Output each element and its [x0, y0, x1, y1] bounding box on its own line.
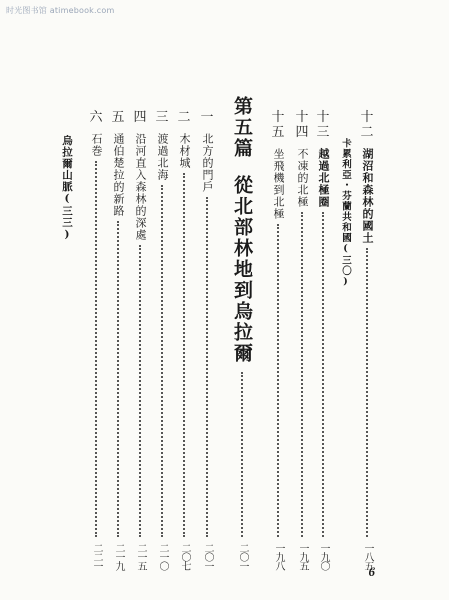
- entry-number: 十三: [316, 110, 330, 140]
- dot-leader: [366, 248, 368, 537]
- entry-page: 二〇一: [202, 543, 213, 570]
- entry-title: 越過北極圈: [317, 148, 330, 208]
- entry-number: 五: [111, 110, 125, 125]
- entry-page: 二〇七: [179, 543, 190, 570]
- entry-number: 一: [200, 110, 214, 125]
- entry-title: 坐飛機到北極: [272, 148, 285, 220]
- entry-title: 不凍的北極: [296, 148, 309, 208]
- toc-entry-12[interactable]: [355, 110, 379, 570]
- toc-entry-14[interactable]: [290, 110, 314, 570]
- entry-title: 湖沼和森林的國土: [361, 148, 374, 244]
- toc-entry-15[interactable]: [266, 110, 290, 570]
- toc-entry-4[interactable]: [128, 110, 152, 570]
- entry-title: 石巻: [90, 133, 103, 157]
- part-title: 從北部林地到烏拉爾: [231, 175, 253, 364]
- entry-title: 卡累利亞・芬蘭共和國(三〇): [340, 138, 351, 288]
- entry-title: 沿河直入森林的深處: [134, 133, 147, 241]
- entry-page: 二一〇: [157, 543, 168, 570]
- entry-number: 二: [177, 110, 191, 125]
- toc-entry-6[interactable]: [84, 110, 108, 570]
- dot-leader: [277, 224, 279, 537]
- entry-page: 二二一: [91, 543, 102, 570]
- toc-entry-3[interactable]: [150, 110, 174, 570]
- entry-title: 通伯楚拉的新路: [112, 133, 125, 217]
- entry-page: 一九〇: [318, 543, 329, 570]
- dot-leader: [117, 221, 119, 537]
- entry-page: 二一五: [135, 543, 146, 570]
- entry-page: 一九五: [297, 543, 308, 570]
- entry-number: 四: [133, 110, 147, 125]
- entry-number: 十二: [360, 110, 374, 140]
- entry-number: 三: [155, 110, 169, 125]
- running-head: 烏拉爾山脈(三三): [61, 135, 73, 242]
- dot-leader: [322, 212, 324, 537]
- entry-page: 一九八: [273, 543, 284, 570]
- entry-page: 一八五: [362, 543, 373, 570]
- entry-number: 十五: [271, 110, 285, 140]
- part-page: 二〇一: [237, 543, 248, 570]
- entry-number: 六: [89, 110, 103, 125]
- entry-title: 渡過北海: [156, 133, 169, 181]
- entry-page: 二一九: [113, 543, 124, 570]
- entry-title: 北方的門戶: [201, 133, 214, 193]
- dot-leader: [241, 372, 243, 537]
- page-number: 6: [368, 564, 375, 579]
- part-heading[interactable]: [227, 96, 257, 570]
- dot-leader: [183, 173, 185, 537]
- watermark: 时光图书馆 atimebook.com: [6, 6, 115, 15]
- dot-leader: [301, 212, 303, 537]
- toc-entry-2[interactable]: [172, 110, 196, 570]
- toc-subentry-karelia[interactable]: [333, 138, 357, 298]
- toc-entry-13[interactable]: [311, 110, 335, 570]
- dot-leader: [206, 197, 208, 537]
- part-label: 第五篇: [231, 96, 253, 159]
- toc-entry-5[interactable]: [106, 110, 130, 570]
- dot-leader: [161, 185, 163, 537]
- toc-entry-1[interactable]: [195, 110, 219, 570]
- entry-title: 木材城: [178, 133, 191, 169]
- dot-leader: [139, 245, 141, 537]
- dot-leader: [95, 161, 97, 537]
- entry-number: 十四: [295, 110, 309, 140]
